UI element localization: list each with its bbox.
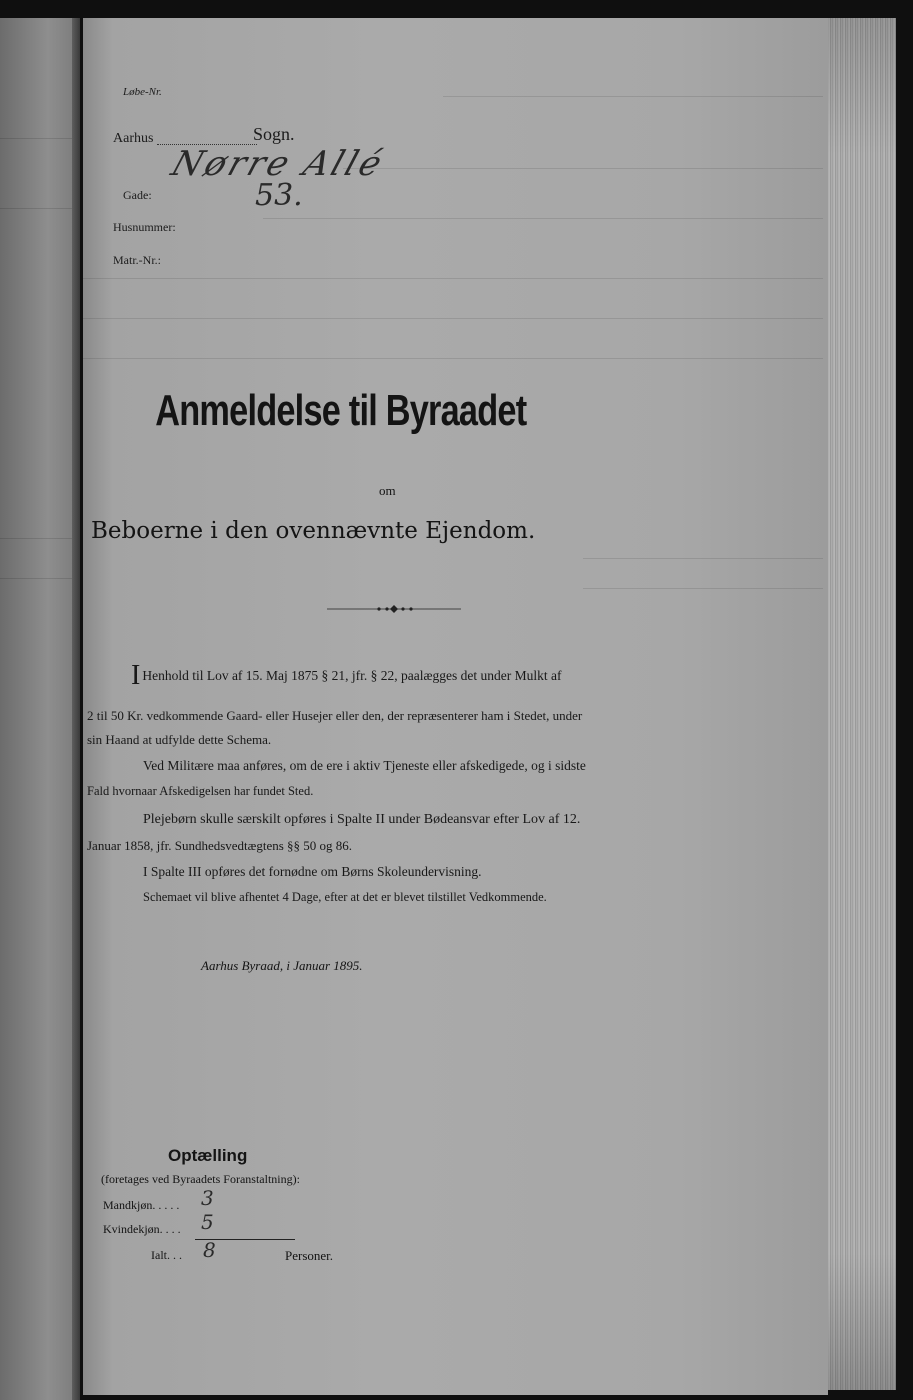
tally-note: (foretages ved Byraadets Foranstaltning): <box>101 1172 300 1186</box>
body-line-1 <box>131 662 562 690</box>
body-line-7: Januar 1858, jfr. Sundhedsvedtægtens §§ 50 og 86. <box>87 838 353 853</box>
kvindekjon-label: Kvindekjøn. . . . <box>103 1222 181 1236</box>
personer-label: Personer. <box>285 1248 334 1263</box>
husnummer-value: 53. <box>255 178 303 213</box>
document-subtitle: Beboerne i den ovennævnte Ejendom. <box>91 518 536 544</box>
husnummer-label: Husnummer: <box>113 220 176 234</box>
document-page <box>83 18 828 1395</box>
kvindekjon-value: 5 <box>201 1210 214 1234</box>
body-line-6: Plejebørn skulle særskilt opføres i Spalte II under Bødeansvar efter Lov af 12. <box>143 812 581 827</box>
ghost-line <box>0 578 80 579</box>
ialt-label: Ialt. . . <box>151 1248 182 1262</box>
page-edges <box>826 18 896 1390</box>
show-through-line <box>343 168 823 169</box>
show-through-line <box>583 588 823 589</box>
om-connector: om <box>379 483 396 498</box>
body-line-2: 2 til 50 Kr. vedkommende Gaard- eller Husejer eller den, der repræsenterer ham i Stedet, under <box>87 708 583 723</box>
signature-line: Aarhus Byraad, i Januar 1895. <box>201 958 363 973</box>
body-line-5: Fald hvornaar Afskedigelsen har fundet Sted. <box>87 784 314 798</box>
body-line-1-text: Henhold til Lov af 15. Maj 1875 § 21, jfr. § 22, paalægges det under Mulkt af <box>142 668 562 683</box>
show-through-line <box>443 96 823 97</box>
sogn-label: Sogn. <box>253 124 295 144</box>
body-line-9: Schemaet vil blive afhentet 4 Dage, efter at det er blevet tilstillet Vedkommende. <box>143 890 547 904</box>
show-through-line <box>583 558 823 559</box>
show-through-line <box>83 318 823 319</box>
lobe-nr-label: Løbe-Nr. <box>123 86 162 98</box>
mandkjon-label: Mandkjøn. . . . . <box>103 1198 180 1212</box>
ialt-value: 8 <box>203 1238 216 1262</box>
mandkjon-value: 3 <box>201 1186 214 1210</box>
body-line-3: sin Haand at udfylde dette Schema. <box>87 732 272 747</box>
ghost-line <box>0 538 80 539</box>
ornament-divider <box>327 604 461 614</box>
show-through-line <box>83 358 823 359</box>
tally-title: Optælling <box>168 1146 248 1165</box>
drop-cap: I <box>131 660 141 691</box>
gade-label: Gade: <box>123 188 152 202</box>
show-through-line <box>263 218 823 219</box>
body-line-8: I Spalte III opføres det fornødne om Børns Skoleundervisning. <box>143 864 482 879</box>
matr-nr-label: Matr.-Nr.: <box>113 253 161 267</box>
body-line-4: Ved Militære maa anføres, om de ere i aktiv Tjeneste eller afskedigede, og i sidste <box>143 758 586 773</box>
document-title: Anmeldelse til Byraadet <box>155 386 527 435</box>
facing-page <box>0 18 80 1400</box>
gade-value: Nørre Allé <box>166 144 390 184</box>
ghost-line <box>0 208 80 209</box>
show-through-line <box>83 278 823 279</box>
city-label: Aarhus <box>113 131 154 146</box>
ghost-line <box>0 138 80 139</box>
